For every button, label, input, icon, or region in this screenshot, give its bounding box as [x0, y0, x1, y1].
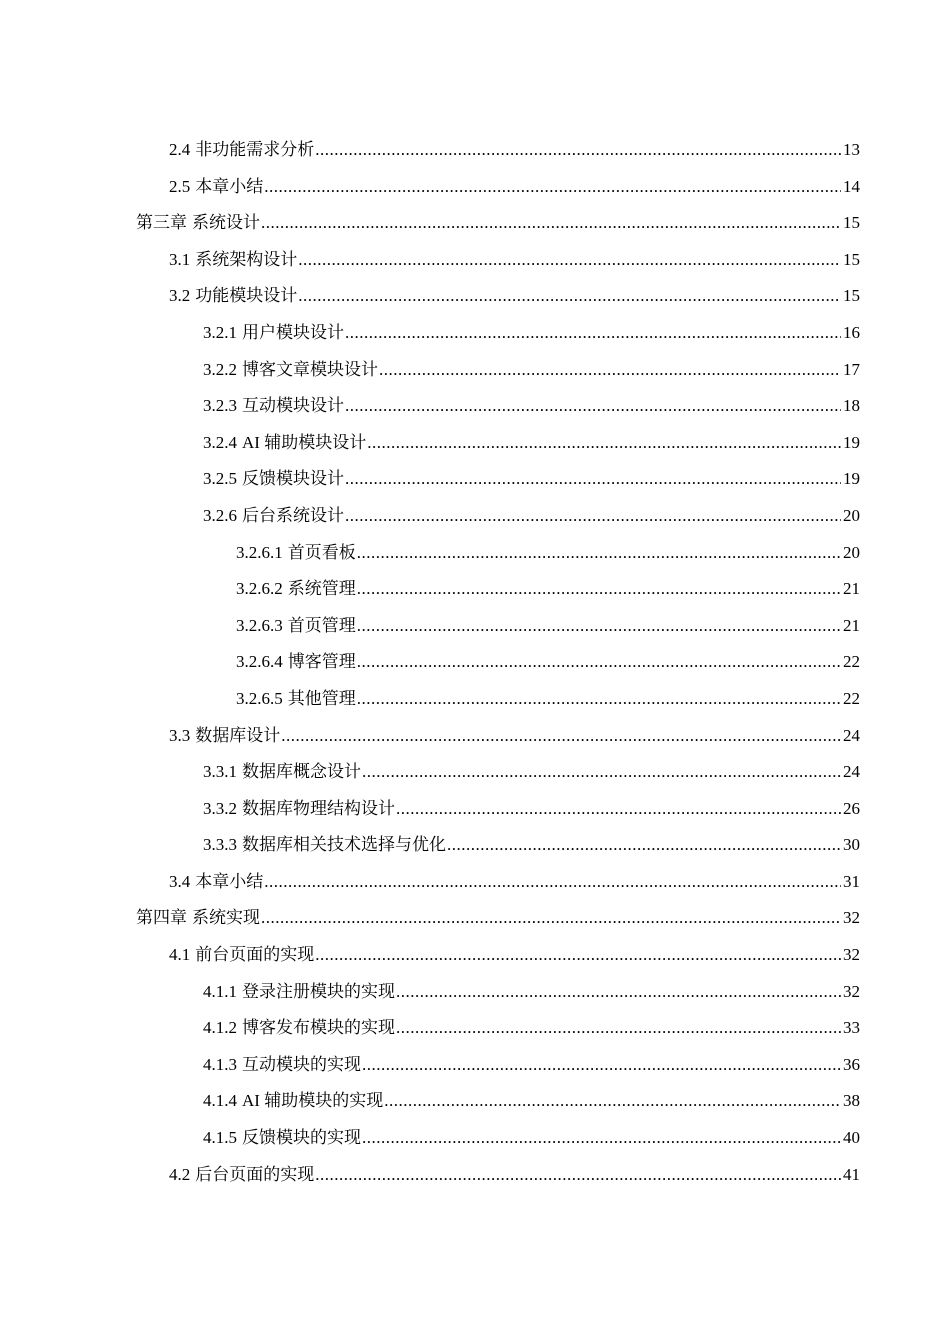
toc-title: 博客发布模块的实现: [242, 1018, 395, 1038]
toc-page-number: 17: [843, 359, 860, 379]
toc-number: 4.1.5: [203, 1128, 237, 1148]
toc-number: 2.4: [169, 140, 191, 159]
toc-title: 数据库设计: [195, 725, 281, 745]
toc-entry[interactable]: [136, 1120, 860, 1157]
toc-entry[interactable]: [136, 974, 860, 1011]
toc-entry[interactable]: [136, 205, 860, 242]
toc-entry[interactable]: [136, 608, 860, 645]
toc-dot-leader: [345, 461, 841, 498]
toc-entry[interactable]: [136, 754, 860, 791]
toc-dot-leader: [315, 1157, 841, 1194]
toc-page-number: 40: [843, 1128, 860, 1148]
toc-page-number: 32: [843, 981, 860, 1001]
toc-title: 反馈模块设计: [242, 469, 344, 489]
toc-dot-leader: [357, 571, 841, 608]
toc-dot-leader: [261, 900, 841, 937]
toc-title: 本章小结: [195, 871, 264, 891]
toc-entry[interactable]: [136, 169, 860, 206]
toc-page-number: 33: [843, 1018, 860, 1038]
toc-dot-leader: [396, 791, 841, 828]
toc-page-number: 13: [843, 140, 860, 159]
toc-number: 4.1.2: [203, 1018, 237, 1038]
table-of-contents: [136, 132, 860, 1193]
toc-entry[interactable]: [136, 425, 860, 462]
toc-page-number: 14: [843, 176, 860, 196]
toc-title: 首页看板: [287, 542, 356, 562]
toc-dot-leader: [345, 388, 841, 425]
toc-title: AI 辅助模块的实现: [242, 1091, 384, 1111]
toc-title: 数据库相关技术选择与优化: [242, 835, 446, 855]
toc-number: 3.2.6.5: [236, 688, 283, 708]
toc-page-number: 22: [843, 652, 860, 672]
toc-dot-leader: [345, 315, 841, 352]
toc-title: 反馈模块的实现: [242, 1128, 361, 1148]
toc-entry[interactable]: [136, 791, 860, 828]
toc-entry[interactable]: [136, 681, 860, 718]
toc-title: 本章小结: [195, 176, 264, 196]
toc-dot-leader: [396, 974, 841, 1011]
toc-title: 后台页面的实现: [195, 1164, 315, 1184]
toc-title: 系统实现: [192, 908, 260, 928]
toc-page-number: 36: [843, 1054, 860, 1074]
toc-entry[interactable]: [136, 388, 860, 425]
toc-dot-leader: [447, 827, 841, 864]
toc-dot-leader: [345, 498, 841, 535]
toc-title: 用户模块设计: [242, 322, 344, 342]
toc-entry[interactable]: [136, 461, 860, 498]
toc-title: 系统设计: [192, 213, 260, 233]
toc-page-number: 21: [843, 579, 860, 599]
toc-dot-leader: [264, 169, 841, 206]
toc-dot-leader: [315, 937, 841, 974]
toc-number: 第三章: [136, 213, 187, 233]
toc-entry[interactable]: [136, 1047, 860, 1084]
toc-page-number: 41: [843, 1164, 860, 1184]
toc-entry[interactable]: [136, 864, 860, 901]
toc-dot-leader: [362, 1120, 841, 1157]
toc-number: 3.2.6.1: [236, 542, 283, 562]
toc-dot-leader: [357, 608, 841, 645]
toc-dot-leader: [261, 205, 841, 242]
toc-entry[interactable]: [136, 315, 860, 352]
toc-number: 3.2.6.3: [236, 615, 283, 635]
toc-title: 首页管理: [287, 615, 356, 635]
toc-page-number: 22: [843, 688, 860, 708]
toc-dot-leader: [379, 352, 841, 389]
toc-number: 3.3.1: [203, 762, 237, 782]
toc-page-number: 24: [843, 762, 860, 782]
toc-entry[interactable]: [136, 535, 860, 572]
toc-page-number: 24: [843, 725, 860, 745]
toc-entry[interactable]: [136, 571, 860, 608]
toc-page-number: 19: [843, 432, 860, 452]
toc-dot-leader: [396, 1010, 841, 1047]
toc-dot-leader: [298, 278, 841, 315]
toc-dot-leader: [362, 1047, 841, 1084]
toc-dot-leader: [362, 754, 841, 791]
toc-number: 3.2.6: [203, 505, 237, 525]
toc-entry[interactable]: [136, 242, 860, 279]
toc-dot-leader: [298, 242, 841, 279]
toc-number: 3.4: [169, 871, 191, 891]
toc-title: 前台页面的实现: [195, 945, 315, 965]
toc-entry[interactable]: [136, 718, 860, 755]
toc-page-number: 32: [843, 908, 860, 928]
toc-title: 登录注册模块的实现: [242, 981, 395, 1001]
toc-page-number: 21: [843, 615, 860, 635]
toc-entry[interactable]: [136, 937, 860, 974]
toc-number: 3.2.4: [203, 432, 237, 452]
toc-page-number: 15: [843, 286, 860, 306]
toc-number: 4.1.4: [203, 1091, 237, 1111]
toc-entry[interactable]: [136, 278, 860, 315]
toc-page-number: 26: [843, 798, 860, 818]
toc-number: 第四章: [136, 908, 187, 928]
toc-page-number: 20: [843, 542, 860, 562]
toc-number: 3.2.1: [203, 322, 237, 342]
toc-title: AI 辅助模块设计: [242, 432, 367, 452]
toc-page-number: 31: [843, 871, 860, 891]
toc-entry[interactable]: [136, 132, 860, 169]
toc-page-number: 15: [843, 213, 860, 233]
toc-page-number: 32: [843, 945, 860, 965]
toc-title: 数据库概念设计: [242, 762, 361, 782]
toc-dot-leader: [264, 864, 841, 901]
toc-title: 互动模块的实现: [242, 1054, 361, 1074]
toc-number: 3.2: [169, 286, 191, 306]
toc-number: 3.3.3: [203, 835, 237, 855]
toc-dot-leader: [384, 1083, 841, 1120]
toc-number: 3.2.2: [203, 359, 237, 379]
toc-entry[interactable]: [136, 1083, 860, 1120]
toc-page-number: 18: [843, 396, 860, 416]
toc-dot-leader: [357, 535, 841, 572]
toc-entry[interactable]: [136, 644, 860, 681]
toc-entry[interactable]: [136, 827, 860, 864]
toc-entry[interactable]: [136, 498, 860, 535]
toc-page-number: 16: [843, 322, 860, 342]
toc-number: 3.2.3: [203, 396, 237, 416]
toc-number: 4.2: [169, 1164, 191, 1184]
toc-number: 3.1: [169, 249, 191, 269]
toc-dot-leader: [357, 644, 841, 681]
toc-entry[interactable]: [136, 1010, 860, 1047]
toc-number: 3.2.6.2: [236, 579, 283, 599]
toc-title: 其他管理: [287, 688, 356, 708]
toc-title: 博客文章模块设计: [242, 359, 378, 379]
toc-title: 互动模块设计: [242, 396, 344, 416]
toc-page-number: 30: [843, 835, 860, 855]
toc-number: 4.1.3: [203, 1054, 237, 1074]
toc-dot-leader: [367, 425, 841, 462]
toc-title: 系统管理: [287, 579, 356, 599]
toc-title: 博客管理: [287, 652, 356, 672]
toc-page-number: 20: [843, 505, 860, 525]
toc-dot-leader: [357, 681, 841, 718]
toc-number: 4.1: [169, 945, 191, 965]
toc-title: 功能模块设计: [195, 286, 298, 306]
toc-dot-leader: [315, 132, 841, 169]
toc-title: 系统架构设计: [195, 249, 298, 269]
toc-title: 非功能需求分析: [195, 140, 315, 159]
toc-dot-leader: [281, 718, 841, 755]
toc-page-number: 38: [843, 1091, 860, 1111]
toc-entry[interactable]: [136, 1157, 860, 1194]
toc-title: 后台系统设计: [242, 505, 344, 525]
toc-number: 2.5: [169, 176, 191, 196]
toc-number: 3.2.6.4: [236, 652, 283, 672]
toc-title: 数据库物理结构设计: [242, 798, 395, 818]
toc-number: 4.1.1: [203, 981, 237, 1001]
toc-page-number: 15: [843, 249, 860, 269]
toc-entry[interactable]: [136, 900, 860, 937]
toc-entry[interactable]: [136, 352, 860, 389]
toc-page-number: 19: [843, 469, 860, 489]
toc-number: 3.2.5: [203, 469, 237, 489]
toc-number: 3.3.2: [203, 798, 237, 818]
toc-number: 3.3: [169, 725, 191, 745]
